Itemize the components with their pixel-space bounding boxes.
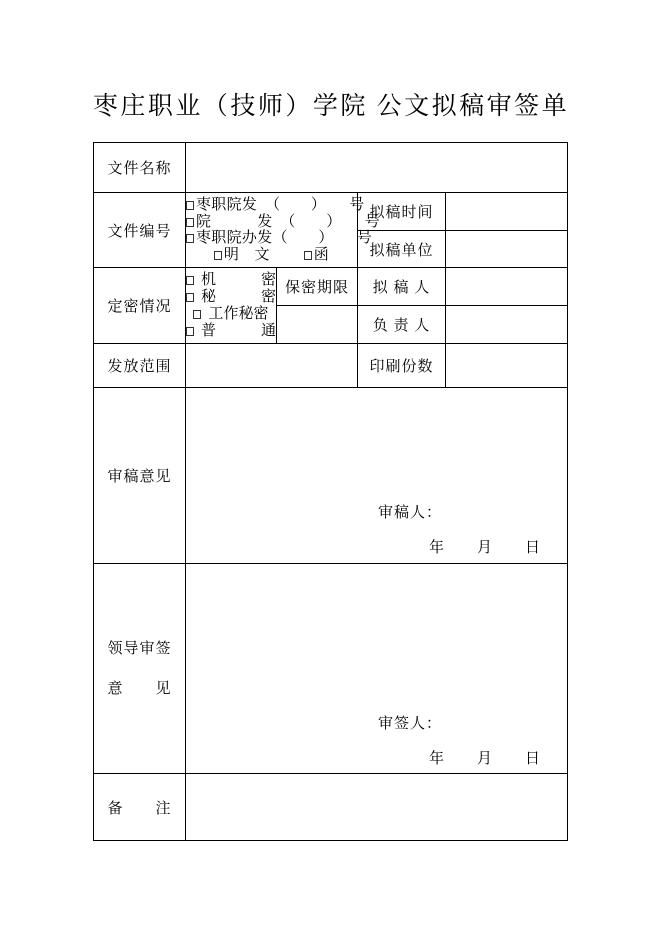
label-file-name: 文件名称: [94, 143, 186, 193]
label-leader-opinion-line1: 领导审签: [107, 640, 172, 657]
file-number-option-2-label: 院 发 （ ） 号: [196, 213, 380, 230]
checkbox-icon[interactable]: [186, 218, 194, 227]
value-secrecy-period[interactable]: [277, 306, 358, 344]
file-number-option-1-label: 枣职院发 （ ） 号: [196, 197, 365, 213]
value-leader-opinion[interactable]: [186, 564, 568, 774]
checkbox-icon[interactable]: [186, 201, 194, 210]
review-signer-label: 审稿人：: [378, 505, 443, 521]
value-draft-time[interactable]: [446, 193, 568, 231]
checkbox-icon[interactable]: [214, 251, 222, 260]
page-title: 枣庄职业（技师）学院 公文拟稿审签单: [92, 93, 570, 120]
review-date-month: 月: [476, 540, 492, 556]
label-drafter: 拟 稿 人: [358, 268, 446, 306]
label-print-copies: 印刷份数: [358, 344, 446, 388]
label-review-opinion: 审稿意见: [94, 388, 186, 564]
label-remarks: 备 注: [94, 774, 186, 841]
leader-date-year: 年: [428, 751, 444, 767]
review-date-day: 日: [524, 540, 540, 556]
classification-option-3[interactable]: [186, 306, 276, 323]
value-print-copies[interactable]: [446, 344, 568, 388]
checkbox-icon[interactable]: [193, 310, 201, 319]
classification-option-4[interactable]: [186, 323, 276, 340]
file-number-option-3[interactable]: [186, 230, 373, 247]
file-number-option-4[interactable]: [186, 247, 357, 264]
file-number-options[interactable]: [186, 193, 380, 268]
value-draft-unit[interactable]: [446, 231, 568, 268]
review-date-year: 年: [428, 540, 444, 556]
classification-option-2[interactable]: [186, 289, 276, 306]
label-file-number: 文件编号: [94, 193, 186, 268]
value-drafter[interactable]: [446, 268, 568, 306]
checkbox-icon[interactable]: [186, 234, 194, 243]
file-number-option-3-label: 枣职院办发（ ） 号: [196, 230, 373, 246]
classification-option-1-label: 机 密: [201, 271, 277, 288]
leader-date-month: 月: [476, 751, 492, 767]
table-row-remarks: [94, 774, 568, 841]
table-row-review-opinion: [94, 388, 568, 564]
file-number-option-5-label: 函: [313, 246, 330, 263]
label-responsible: 负 责 人: [358, 306, 446, 344]
file-number-option-4-label: 明 文: [223, 246, 270, 263]
label-classification: 定密情况: [94, 268, 186, 344]
table-row-leader-opinion: [94, 564, 568, 774]
classification-option-1[interactable]: [186, 272, 276, 289]
table-row-classification-drafter: [94, 268, 568, 306]
classification-option-3-label: 工作秘密: [208, 305, 269, 322]
checkbox-icon[interactable]: [186, 293, 194, 302]
label-secrecy-period: 保密期限: [277, 268, 358, 306]
approval-form-table: [93, 142, 568, 841]
file-number-option-2[interactable]: [186, 213, 380, 231]
value-remarks[interactable]: [186, 774, 568, 841]
classification-option-2-label: 秘 密: [201, 288, 277, 305]
checkbox-icon[interactable]: [186, 327, 194, 336]
checkbox-icon[interactable]: [186, 276, 194, 285]
leader-date-day: 日: [524, 751, 540, 767]
value-file-name[interactable]: [186, 143, 568, 193]
label-draft-unit: 拟稿单位: [358, 231, 446, 268]
value-review-opinion[interactable]: [186, 388, 568, 564]
classification-options[interactable]: [186, 268, 277, 344]
label-leader-opinion: [94, 564, 186, 774]
leader-date-line: [429, 747, 540, 768]
leader-signer-label: 审签人：: [378, 716, 443, 732]
label-distribution: 发放范围: [94, 344, 186, 388]
table-row-file-number-drafttime: [94, 193, 568, 231]
review-date-line: [429, 536, 540, 557]
value-responsible[interactable]: [446, 306, 568, 344]
label-draft-time: 拟稿时间: [358, 193, 446, 231]
classification-option-4-label: 普 通: [201, 322, 277, 339]
checkbox-icon[interactable]: [304, 251, 312, 260]
value-distribution[interactable]: [186, 344, 358, 388]
file-number-option-1[interactable]: [186, 197, 365, 214]
table-row-distribution: [94, 344, 568, 388]
label-leader-opinion-line2: 意 见: [107, 680, 172, 697]
table-row-file-name: [94, 143, 568, 193]
